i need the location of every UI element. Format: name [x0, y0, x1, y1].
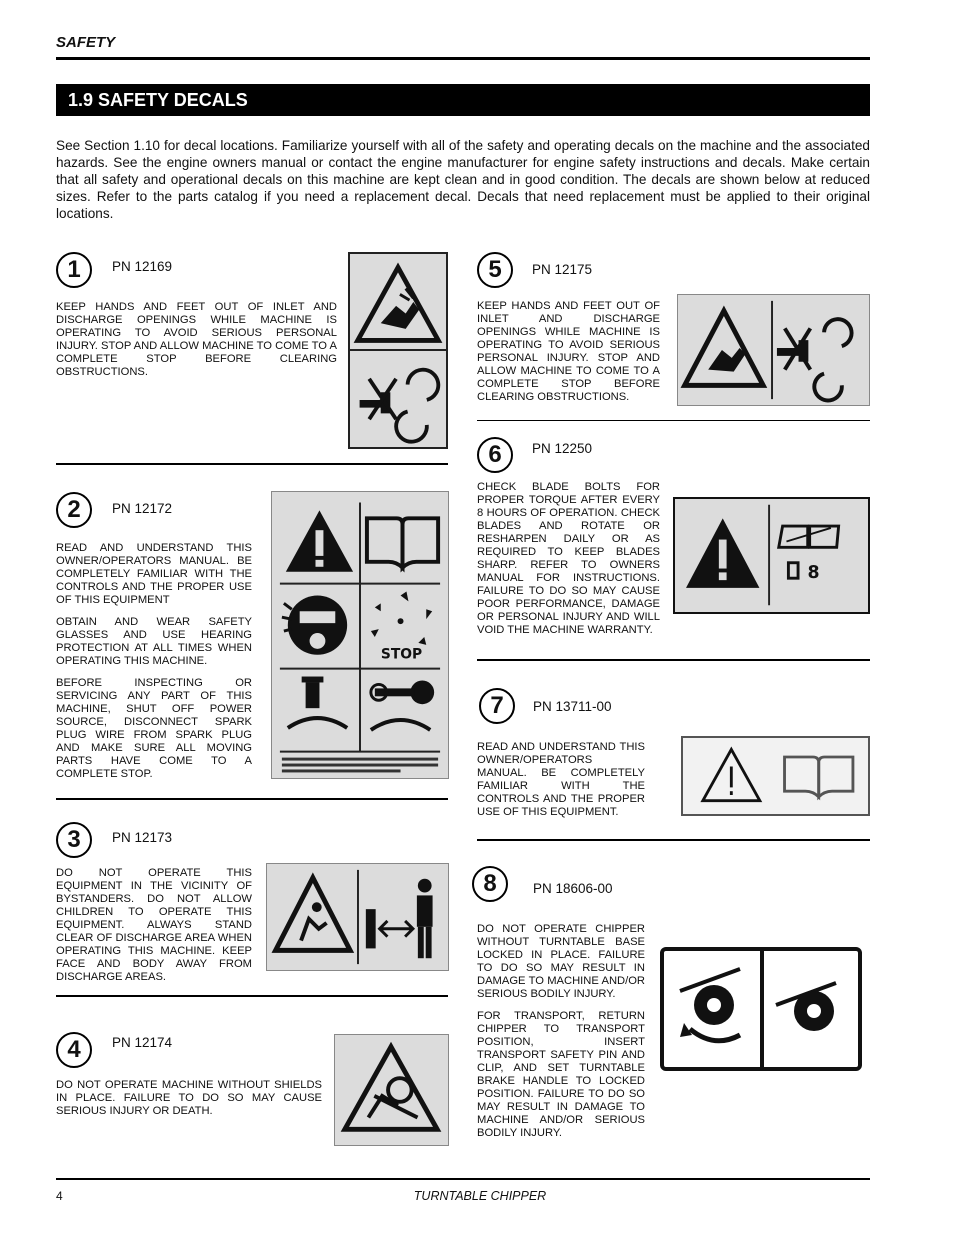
decal-number-2: 2: [56, 492, 92, 528]
decal-text-8-p1: DO NOT OPERATE CHIPPER WITHOUT TURNTABLE BASE LOCKED IN PLACE. FAILURE TO DO SO MAY RESULT IN DAMAGE TO MACHINE AND/OR SERIOUS BODILY INJURY.: [477, 923, 645, 1000]
decal-text-6-p1: CHECK BLADE BOLTS FOR PROPER TORQUE AFTER EVERY 8 HOURS OF OPERATION. CHECK BLADES AND ROTATE OR RESHARPEN DAILY OR AS REQUIRED TO KEEP BLADES SHARP. REFER TO OWNERS MANUAL FOR INSTRUCTIONS. FAILURE TO DO SO MAY CAUSE POOR PERFORMANCE, DAMAGE OR PERSONAL INJURY AND WILL VOID THE MACHINE WARRANTY.: [477, 481, 660, 636]
decal-text-5: [477, 300, 660, 413]
turntable-unlocked-icon: [680, 969, 740, 1041]
decal-text-4: [56, 1079, 322, 1127]
decal-text-7-p1: READ AND UNDERSTAND THIS OWNER/OPERATORS MANUAL. BE COMPLETELY FAMILIAR WITH THE CONTROLS AND THE PROPER USE OF THIS EQUIPMENT.: [477, 741, 645, 818]
thrown-object-warning-icon: [276, 878, 351, 951]
divider: [477, 839, 870, 841]
hours-label: 8: [807, 563, 820, 584]
flying-debris-icon: [371, 591, 432, 644]
safety-glasses-ear-icon: [282, 595, 347, 654]
decal-text-7: [477, 741, 645, 828]
hand-entanglement-icon: [350, 254, 446, 447]
decal-text-8: [477, 923, 645, 1149]
footer-rule: [56, 1178, 870, 1180]
decal-image-18606: [660, 947, 862, 1071]
decal-text-1-p1: KEEP HANDS AND FEET OUT OF INLET AND DISCHARGE OPENINGS WHILE MACHINE IS OPERATING TO AVOID SERIOUS PERSONAL INJURY. STOP AND ALLOW MACHINE TO COME TO A COMPLETE STOP BEFORE CLEARING OBSTRUCTIONS.: [56, 301, 337, 378]
intro-paragraph: See Section 1.10 for decal locations. Familiarize yourself with all of the safety and operating decals on the machine and the associated hazards. See the engine owners manual or contact the engine manufacturer for engine safety instructions and decals. Make certain that all safety and operational decals on this machine are kept clean and in good condition. The decals are shown below at reduced sizes. Refer to the parts catalog if you need a replacement decal. Decals that need replacement must be applied to their original locations.: [56, 138, 870, 221]
decal-image-12250: [673, 497, 870, 614]
manual-book-icon: [367, 518, 438, 567]
hand-entanglement-warning-icon: [685, 311, 764, 386]
decal-image-12169: [348, 252, 448, 449]
decal-pn-4: PN 12174: [112, 1035, 173, 1050]
decal-number-7: 7: [479, 688, 515, 724]
decal-pn-5: PN 12175: [532, 262, 593, 277]
decal-text-2: [56, 542, 252, 790]
decal-image-13711: [681, 736, 870, 816]
decal-pn-8: PN 18606-00: [533, 881, 613, 896]
warning-triangle-icon: [703, 749, 760, 800]
manual-book-icon: [779, 526, 839, 547]
decal-text-3: [56, 867, 252, 993]
decal-number-1: 1: [56, 252, 92, 288]
keep-distance-person-icon: [366, 879, 433, 959]
spark-plug-icon: [288, 677, 347, 728]
divider: [56, 798, 448, 800]
reorder-note-text: [282, 758, 438, 773]
decal-pn-1: PN 12169: [112, 259, 173, 274]
decal-number-6: 6: [477, 437, 513, 473]
stop-label: STOP: [380, 646, 423, 663]
decal-number-4: 4: [56, 1032, 92, 1068]
divider: [56, 463, 448, 465]
divider: [56, 995, 448, 997]
footer-title: TURNTABLE CHIPPER: [413, 1189, 547, 1203]
decal-text-2-p3: BEFORE INSPECTING OR SERVICING ANY PART OF THIS MACHINE, SHUT OFF POWER SOURCE, DISCONNECT SPARK PLUG WIRE FROM SPARK PLUG AND MAKE SURE ALL MOVING PARTS HAVE COME TO A COMPLETE STOP.: [56, 677, 252, 780]
warning-triangle-icon: [686, 518, 759, 588]
decal-pn-7: PN 13711-00: [533, 699, 612, 714]
divider: [477, 420, 870, 421]
no-hands-rotor-icon: [777, 319, 852, 400]
decal-pn-6: PN 12250: [532, 441, 593, 456]
header-rule: [56, 57, 870, 60]
decal-image-12173: [266, 863, 449, 971]
running-header: SAFETY: [56, 34, 116, 51]
turntable-locked-icon: [776, 983, 836, 1031]
section-title: 1.9 SAFETY DECALS: [56, 84, 870, 116]
decal-text-5-p1: KEEP HANDS AND FEET OUT OF INLET AND DISCHARGE OPENINGS WHILE MACHINE IS OPERATING TO AVOID SERIOUS PERSONAL INJURY. STOP AND ALLOW MACHINE TO COME TO A COMPLETE STOP BEFORE CLEARING OBSTRUCTIONS.: [477, 300, 660, 403]
decal-image-12174: [334, 1034, 449, 1146]
divider: [477, 659, 870, 661]
key-icon: [371, 680, 434, 729]
decal-text-6: [477, 481, 660, 646]
decal-text-1: [56, 301, 337, 388]
decal-image-12172: [271, 491, 449, 779]
decal-image-12175: [677, 294, 870, 406]
warning-triangle-icon: [286, 510, 353, 571]
shield-entanglement-icon: [335, 1035, 448, 1145]
decal-text-4-p1: DO NOT OPERATE MACHINE WITHOUT SHIELDS IN PLACE. FAILURE TO DO SO MAY CAUSE SERIOUS INJURY OR DEATH.: [56, 1079, 322, 1117]
decal-pn-3: PN 12173: [112, 830, 173, 845]
decal-text-2-p2: OBTAIN AND WEAR SAFETY GLASSES AND USE HEARING PROTECTION AT ALL TIMES WHEN OPERATING THIS MACHINE.: [56, 616, 252, 667]
page-number: 4: [56, 1189, 63, 1203]
decal-number-3: 3: [56, 822, 92, 858]
decal-text-2-p1: READ AND UNDERSTAND THIS OWNER/OPERATORS MANUAL. BE COMPLETELY FAMILIAR WITH THE CONTROLS AND THE PROPER USE OF THIS EQUIPMENT: [56, 542, 252, 606]
decal-text-3-p1: DO NOT OPERATE THIS EQUIPMENT IN THE VICINITY OF BYSTANDERS. DO NOT ALLOW CHILDREN TO OPERATE THIS EQUIPMENT. ALWAYS STAND CLEAR OF DISCHARGE AREA WHEN OPERATING THIS MACHINE. KEEP FACE AND BODY AWAY FROM DISCHARGE AREAS.: [56, 867, 252, 983]
decal-text-8-p2: FOR TRANSPORT, RETURN CHIPPER TO TRANSPORT POSITION, INSERT TRANSPORT SAFETY PIN AND CLIP, AND SET TURNTABLE BRAKE HANDLE TO LOCKED POSITION. FAILURE TO DO SO MAY RESULT IN DAMAGE TO MACHINE AND/OR SERIOUS BODILY INJURY.: [477, 1010, 645, 1139]
hours-interval-icon: [788, 563, 819, 583]
manual-book-icon: [785, 757, 853, 797]
decal-pn-2: PN 12172: [112, 501, 173, 516]
decal-number-8: 8: [472, 866, 508, 902]
decal-number-5: 5: [477, 252, 513, 288]
